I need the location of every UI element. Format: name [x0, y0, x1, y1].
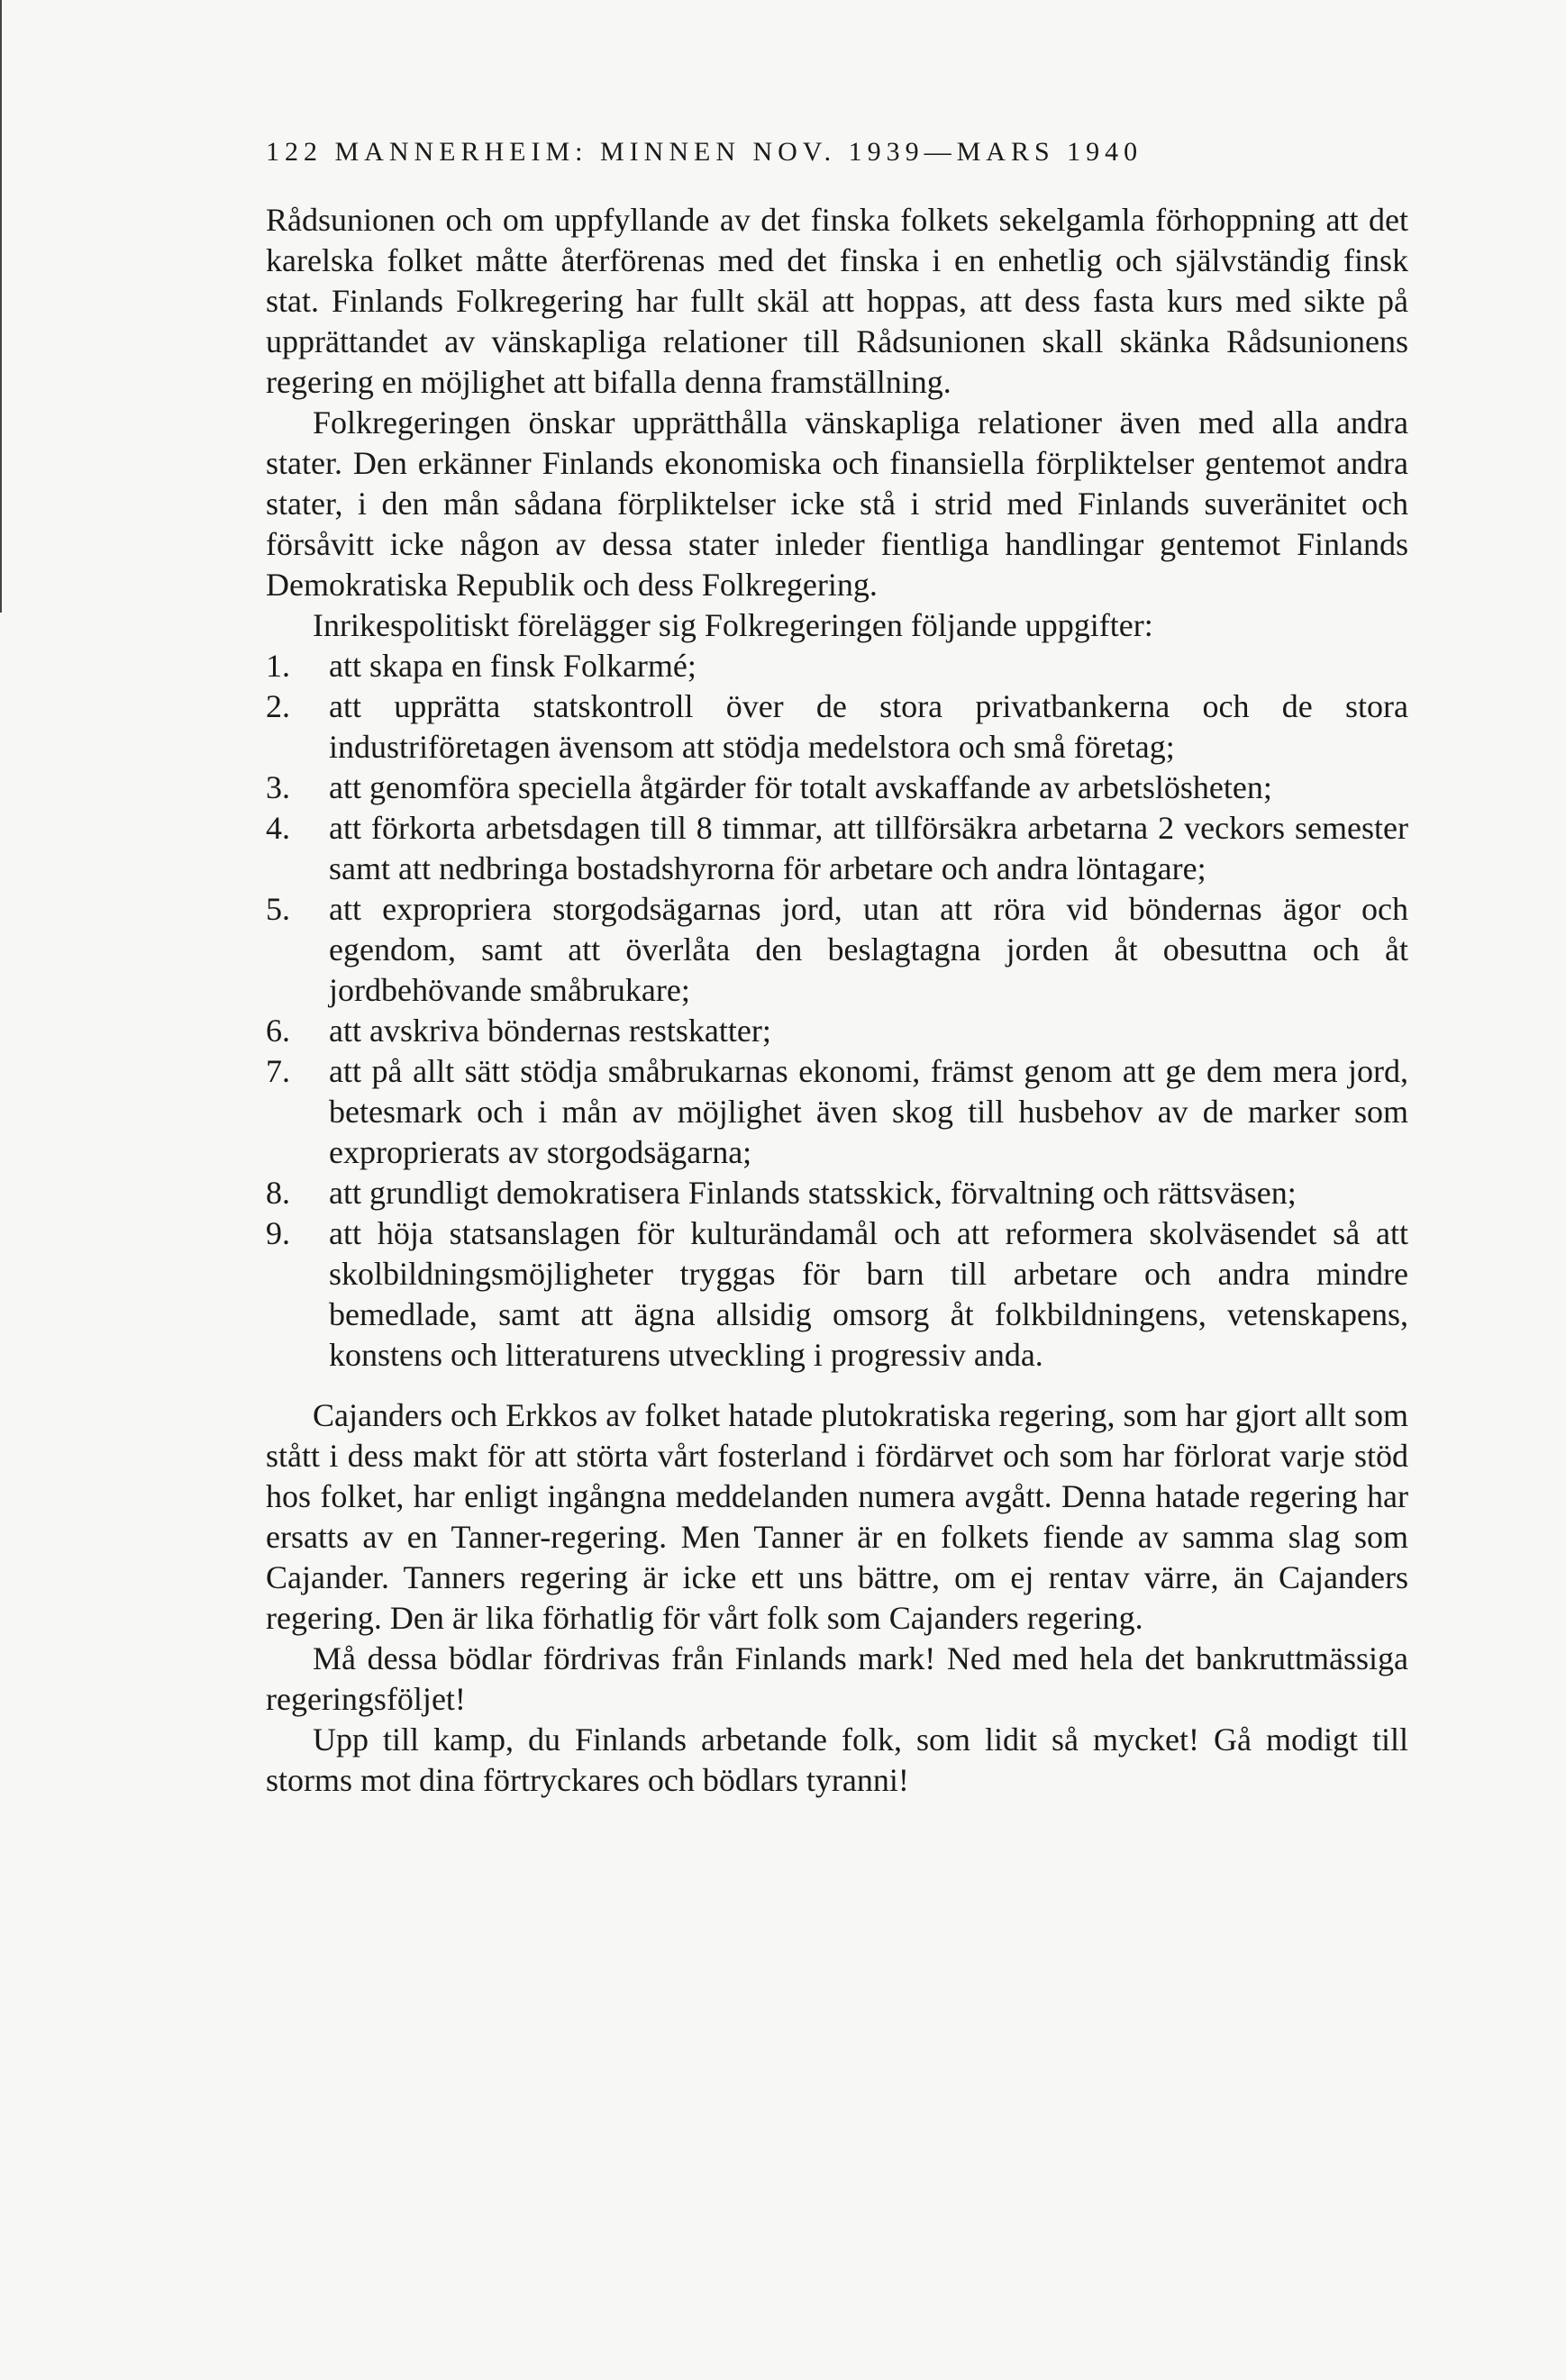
list-item — [266, 808, 1408, 889]
list-item — [266, 768, 1408, 808]
list-text: att expropriera storgodsägarnas jord, utan att röra vid böndernas ägor och egendom, samt att överlåta den beslagtagna jorden åt obesuttna och åt jordbehövande småbrukare; — [329, 891, 1408, 1008]
list-item — [266, 1011, 1408, 1051]
list-text: att grundligt demokratisera Finlands statsskick, förvaltning och rättsväsen; — [329, 1175, 1297, 1211]
paragraph: Må dessa bödlar fördrivas från Finlands mark! Ned med hela det bankruttmässiga regeringsföljet! — [266, 1640, 1408, 1717]
paragraph: Rådsunionen och om uppfyllande av det finska folkets sekelgamla förhoppning att det karelska folket måtte återförenas med det finska i en enhetlig och självständig finsk stat. Finlands Folkregering har fullt skäl att hoppas, att dess fasta kurs med sikte på upprättandet av vänskapliga relationer till Rådsunionen skall skänka Rådsunionens regering en möjlighet att bifalla denna framställning. — [266, 202, 1408, 400]
task-list — [266, 646, 1408, 1376]
list-item — [266, 646, 1408, 686]
paragraph: Upp till kamp, du Finlands arbetande folk, som lidit så mycket! Gå modigt till storms mot dina förtryckares och bödlars tyranni! — [266, 1721, 1408, 1798]
list-item — [266, 1051, 1408, 1173]
list-number: 6. — [266, 1013, 290, 1049]
paragraph: Folkregeringen önskar upprätthålla vänskapliga relationer även med alla andra stater. Den erkänner Finlands ekonomiska och finansiella förpliktelser gentemot andra stater, i den mån sådana förpliktelser icke stå i strid med Finlands suveränitet och försåvitt icke någon av dessa stater inleder fientliga handlingar gentemot Finlands Demokratiska Republik och dess Folkregering. — [266, 404, 1408, 603]
list-number: 8. — [266, 1175, 290, 1211]
list-item — [266, 1213, 1408, 1376]
list-item — [266, 1173, 1408, 1213]
body-text — [266, 200, 1408, 1801]
list-number: 4. — [266, 810, 290, 846]
list-text: att genomföra speciella åtgärder för totalt avskaffande av arbetslösheten; — [329, 769, 1272, 805]
list-number: 2. — [266, 688, 290, 724]
running-head: 122 MANNERHEIM: MINNEN NOV. 1939—MARS 1940 — [266, 137, 1143, 167]
list-text: att skapa en finsk Folkarmé; — [329, 648, 697, 684]
list-number: 3. — [266, 769, 290, 805]
list-item — [266, 686, 1408, 768]
list-text: att förkorta arbetsdagen till 8 timmar, att tillförsäkra arbetarna 2 veckors semester samt att nedbringa bostadshyrorna för arbetare och andra löntagare; — [329, 810, 1408, 886]
list-text: att upprätta statskontroll över de stora privatbankerna och de stora industriföretagen ävensom att stödja medelstora och små företag; — [329, 688, 1408, 765]
list-item — [266, 889, 1408, 1011]
list-number: 7. — [266, 1053, 290, 1089]
section-spacer — [266, 1376, 1408, 1395]
list-text: att höja statsanslagen för kulturändamål och att reformera skolväsendet så att skolbildningsmöjligheter tryggas för barn till arbetare och andra mindre bemedlade, samt att ägna allsidig omsorg åt folkbildningens, vetenskapens, konstens och litteraturens utveckling i progressiv anda. — [329, 1215, 1408, 1373]
paragraph: Cajanders och Erkkos av folket hatade plutokratiska regering, som har gjort allt som stått i dess makt för att störta vårt fosterland i fördärvet och som har förlorat varje stöd hos folket, har enligt ingångna meddelanden numera avgått. Denna hatade regering har ersatts av en Tanner-regering. Men Tanner är en folkets fiende av samma slag som Cajander. Tanners regering är icke ett uns bättre, om ej rentav värre, än Cajanders regering. Den är lika förhatlig för vårt folk som Cajanders regering. — [266, 1397, 1408, 1636]
paragraph: Inrikespolitiskt förelägger sig Folkregeringen följande uppgifter: — [313, 607, 1153, 643]
list-text: att avskriva böndernas restskatter; — [329, 1013, 771, 1049]
list-number: 1. — [266, 648, 290, 684]
list-number: 9. — [266, 1215, 290, 1251]
list-text: att på allt sätt stödja småbrukarnas ekonomi, främst genom att ge dem mera jord, betesmark och i mån av möjlighet även skog till husbehov av de marker som exproprierats av storgodsägarna; — [329, 1053, 1408, 1170]
page-edge-divider — [0, 0, 2, 613]
list-number: 5. — [266, 891, 290, 927]
